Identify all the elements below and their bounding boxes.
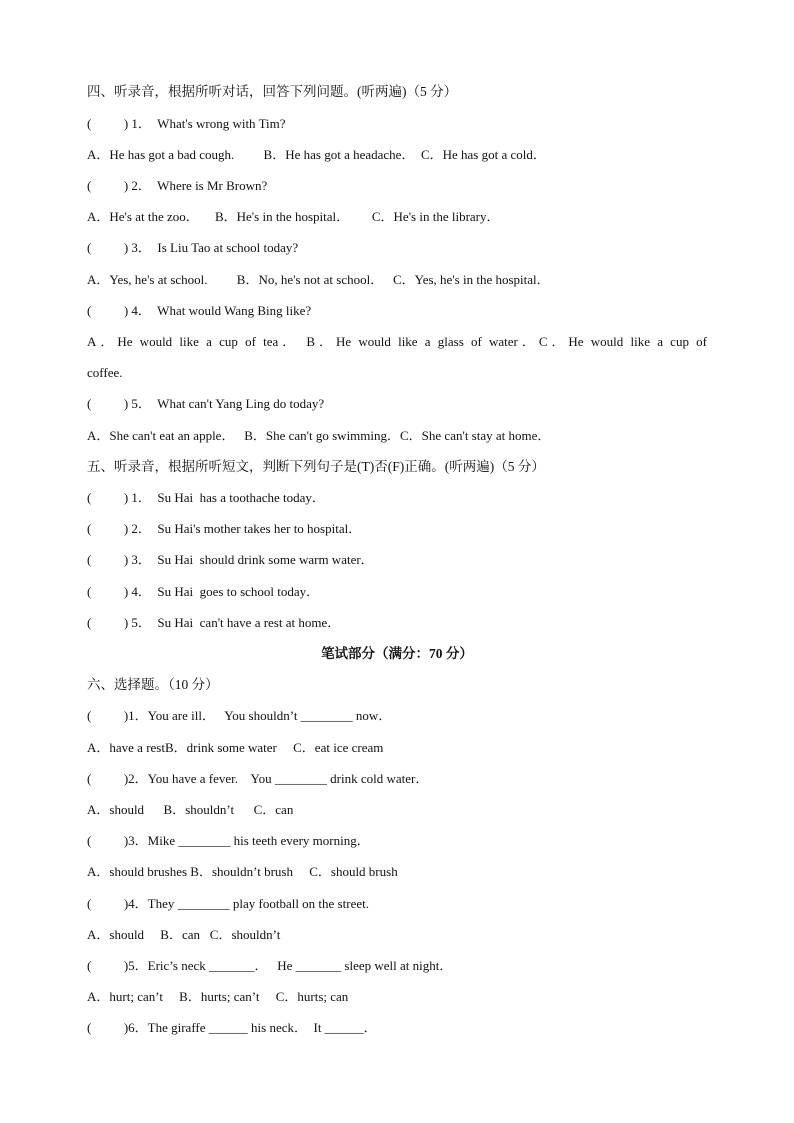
question-line: ( ) 2． Where is Mr Brown?	[87, 178, 268, 193]
options-line: A．should B．can C．shouldn’t	[87, 927, 281, 942]
options-line: A．should brushes B．shouldn’t brush C．should brush	[87, 864, 398, 879]
options-line: A．He's at the zoo． B．He's in the hospital． C．He's in the library．	[87, 209, 500, 224]
options-line: A．He would like a cup of tea． B．He would like a glass of water．C．He would like a cup of	[87, 334, 707, 349]
question-line: ( )3．Mike ________ his teeth every morning．	[87, 833, 370, 848]
written-part-heading: 笔试部分（满分：70 分）	[321, 646, 473, 661]
options-line: A．Yes, he's at school. B．No, he's not at school． C．Yes, he's in the hospital．	[87, 272, 550, 287]
options-line: A．He has got a bad cough. B．He has got a headache． C．He has got a cold．	[87, 147, 546, 162]
section-6-title: 六、选择题。（10 分）	[87, 677, 219, 692]
statement-line: ( ) 4． Su Hai goes to school today．	[87, 584, 320, 599]
question-line: ( ) 1． What's wrong with Tim?	[87, 116, 286, 131]
statement-line: ( ) 5． Su Hai can't have a rest at home．	[87, 615, 341, 630]
statement-line: ( ) 1． Su Hai has a toothache today．	[87, 490, 325, 505]
options-line: A．She can't eat an apple． B．She can't go swimming．C．She can't stay at home．	[87, 428, 551, 443]
question-line: ( ) 4． What would Wang Bing like?	[87, 303, 312, 318]
question-line: ( ) 3． Is Liu Tao at school today?	[87, 240, 299, 255]
question-line: ( )1．You are ill． You shouldn’t ________ now．	[87, 708, 392, 723]
question-line: ( )5．Eric’s neck _______． He _______ sleep well at night．	[87, 958, 453, 973]
section-4-title: 四、听录音，根据所听对话，回答下列问题。(听两遍)（5 分）	[87, 84, 458, 99]
options-line: A．should B．shouldn’t C．can	[87, 802, 294, 817]
question-line: ( )4．They ________ play football on the street.	[87, 896, 369, 911]
statement-line: ( ) 3． Su Hai should drink some warm water．	[87, 552, 374, 567]
options-line: A．hurt; can’t B．hurts; can’t C．hurts; can	[87, 989, 349, 1004]
question-line: ( )6．The giraffe ______ his neck． It ______．	[87, 1020, 377, 1035]
options-line-continued: coffee.	[87, 365, 123, 380]
question-line: ( ) 5． What can't Yang Ling do today?	[87, 396, 325, 411]
statement-line: ( ) 2． Su Hai's mother takes her to hospital．	[87, 521, 362, 536]
section-5-title: 五、听录音，根据所听短文，判断下列句子是(T)否(F)正确。(听两遍)（5 分）	[87, 459, 545, 474]
question-line: ( )2．You have a fever. You ________ drink cold water．	[87, 771, 429, 786]
options-line: A．have a restB．drink some water C．eat ice cream	[87, 740, 384, 755]
